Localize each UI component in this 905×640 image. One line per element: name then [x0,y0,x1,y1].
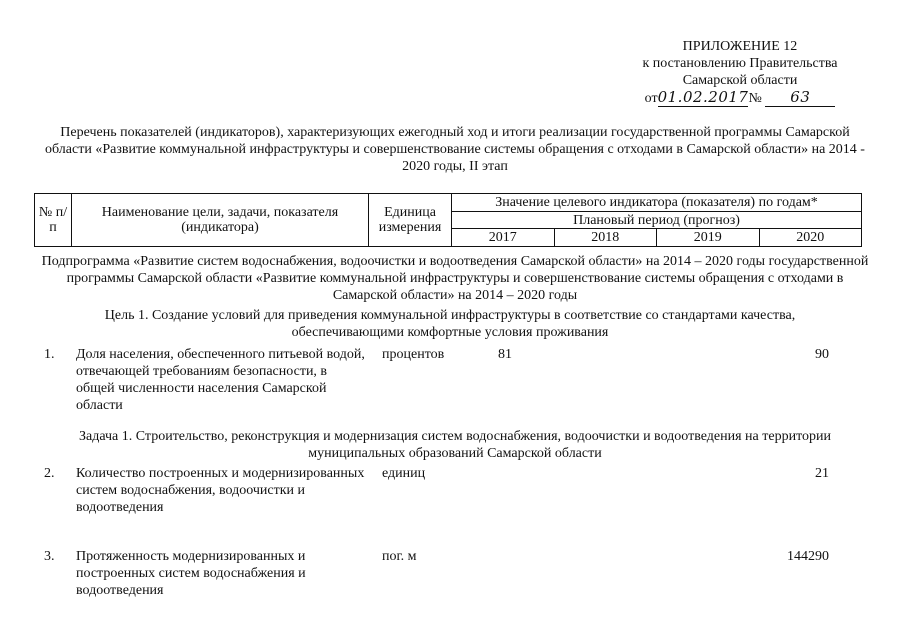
handwritten-number: 63 [765,89,835,107]
appendix-block [620,38,860,107]
year-2017: 2017 [452,229,555,247]
row-name: Доля населения, обеспеченного питьевой водой, отвечающей требованиям безопасности, в общей численности населения Самарской области [76,347,365,413]
row-unit: пог. м [382,549,417,564]
row-number: 1. [44,347,55,362]
col-period-header: Плановый период (прогноз) [452,212,862,229]
goal-heading: Цель 1. Создание условий для приведения коммунальной инфраструктуры в соответствие со стандартами качества, обеспечивающими комфортные условия проживания [104,308,796,340]
number-label: № [748,91,762,106]
handwritten-date: 01.02.2017 [657,88,749,106]
header-table [34,193,862,247]
row-number: 3. [44,549,55,564]
row-unit: процентов [382,347,445,362]
appendix-heading: ПРИЛОЖЕНИЕ 12 [682,39,798,54]
row-value-2017: 81 [498,347,512,362]
row-value-2020: 144290 [787,549,829,564]
row-number: 2. [44,466,55,481]
appendix-region: Самарской области [682,73,798,88]
appendix-resolution: к постановлению Правительства [642,56,838,71]
col-unit-header: Единица измерения [369,194,452,247]
from-label: от [644,91,658,106]
col-number-header: № п/п [35,194,72,247]
document-title: Перечень показателей (индикаторов), характеризующих ежегодный ход и итоги реализации государственной программы Самарской области «Развитие коммунальной инфраструктуры и совершенствование системы обращения с отходами в Самарской области» на 2014 - 2020 годы, II этап [45,125,865,174]
row-unit: единиц [382,466,426,481]
col-name-header: Наименование цели, задачи, показателя (индикатора) [72,194,369,247]
row-value-2020: 21 [815,466,829,481]
year-2020: 2020 [759,229,862,247]
row-name: Протяженность модернизированных и построенных систем водоснабжения и водоотведения [76,549,306,598]
task-heading: Задача 1. Строительство, реконструкция и модернизация систем водоснабжения, водоочистки и водоотведения на территории муниципальных образований Самарской области [79,429,831,461]
year-2018: 2018 [554,229,657,247]
col-values-header: Значение целевого индикатора (показателя) по годам* [452,194,862,212]
year-2019: 2019 [657,229,760,247]
row-name: Количество построенных и модернизированных систем водоснабжения, водоочистки и водоотведения [76,466,365,515]
row-value-2020: 90 [815,347,829,362]
appendix-date-line [620,89,860,107]
subprogram-heading: Подпрограмма «Развитие систем водоснабжения, водоочистки и водоотведения Самарской области» на 2014 – 2020 годы государственной программы Самарской области «Развитие коммунальной инфраструктуры и совершенствование системы обращения с отходами в Самарской области» на 2014 – 2020 годы [41,254,869,303]
